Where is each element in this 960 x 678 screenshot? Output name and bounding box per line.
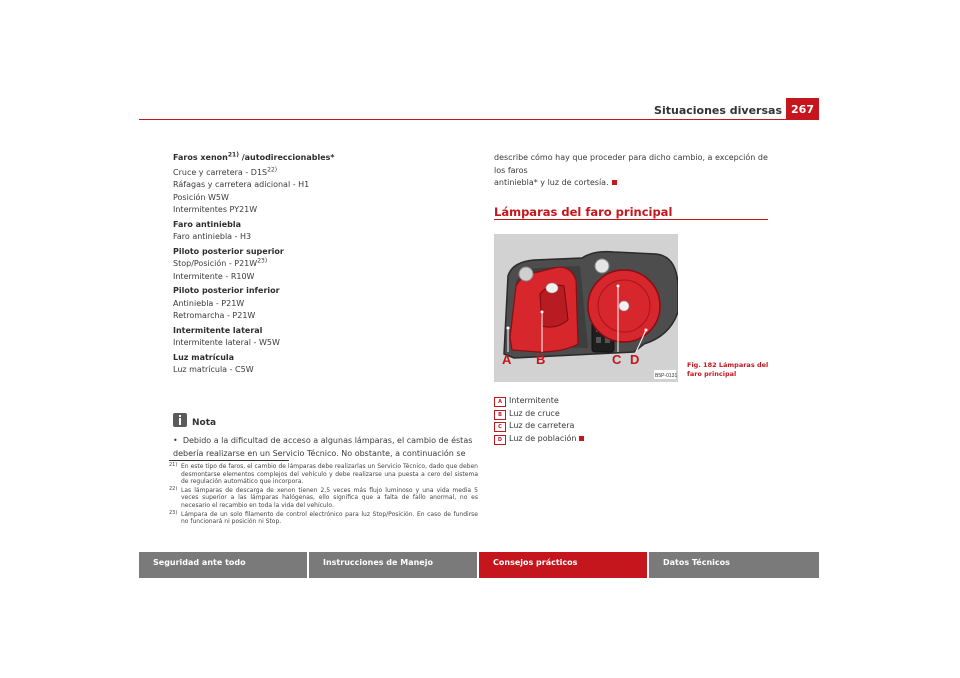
tab-seguridad[interactable]: Seguridad ante todo [139,552,307,578]
mat-item: Luz matrícula - C5W [173,365,254,374]
legend-label: Luz de carretera [509,421,575,430]
antiniebla-heading: Faro antiniebla [173,219,242,229]
note-text [173,435,478,460]
note-bullet: • [173,436,178,445]
note-line-1: Debido a la dificultad de acceso a algunas lámparas, el cambio de éstas [182,436,473,445]
legend-key: D [494,435,506,445]
footnote: 21) En este tipo de faros, el cambio de lámparas debe realizarlas un Servicio Técnico, dado que deben desmontarse elementos complejos del vehículo y debe realizarse una puesta a cero del sistema de regulación automático que incorpora. [169,462,478,486]
page-header-title: Situaciones diversas [654,104,782,117]
continuation-text [494,152,770,190]
tab-consejos[interactable]: Consejos prácticos [479,552,647,578]
bulb-list [173,152,478,377]
xenon-cruce: Cruce y carretera - $D1S^{22)}$ [173,165,278,177]
figure-label-c: C [612,352,622,367]
page-number: 267 [786,98,819,119]
end-marker-icon [612,180,617,185]
footnotes [169,463,478,527]
sup-intermitente: Intermitente - R10W [173,271,255,281]
figure-label-b: B [536,352,546,367]
xenon-rafagas: Ráfagas y carretera adicional - H1 [173,180,310,189]
end-marker-icon [579,436,584,441]
headlamp-figure [494,234,678,382]
note-line-2: debería realizarse en un Servicio Técnico. No obstante, a continuación se [173,448,466,458]
section-rule [494,219,768,220]
mat-heading: Luz matrícula [173,352,235,362]
xenon-intermitentes: Intermitentes PY21W [173,205,258,214]
figure-caption: Fig. 182 Lámparas del faro principal [687,361,769,378]
footnote: 22) Las lámparas de descarga de xenon tienen 2,5 veces más flujo luminoso y una vida media 5 veces superior a las lámparas halógenas, ello significa que a falta de fallo anormal, no es necesario el recambio en toda la vida del vehículo. [169,485,478,509]
legend-label: Luz de población [509,433,584,446]
continuation-line-1: describe cómo hay que proceder para dicho cambio, a excepción de los faros [494,153,768,175]
inf-antiniebla: Antiniebla - P21W [173,298,245,308]
legend-label: Intermitente [509,396,559,405]
headlamp-illustration [494,234,678,382]
continuation-line-2: antiniebla* y luz de cortesía. [494,178,609,187]
figure-label-d: D [630,352,640,367]
lat-item: Intermitente lateral - W5W [173,338,280,347]
header-rule [139,119,819,120]
note-title: Nota [192,418,217,428]
sup-heading: Piloto posterior superior [173,246,284,256]
footnote: 23) Lámpara de un solo filamento de control electrónico para luz Stop/Posición. En caso de fundirse no funcionará ni posición ni Stop. [169,509,478,526]
lat-heading: Intermitente lateral [173,325,263,335]
tab-instrucciones[interactable]: Instrucciones de Manejo [309,552,477,578]
sup-stop: Stop/Posición - $P21W^{23)}$ [173,257,268,268]
legend-key: B [494,410,506,420]
tab-datos[interactable]: Datos Técnicos [649,552,819,578]
inf-heading: Piloto posterior inferior [173,286,280,295]
legend-label: Luz de cruce [509,408,560,418]
legend-key: A [494,397,506,407]
legend-key: C [494,422,506,432]
antiniebla-item: Faro antiniebla - H3 [173,232,252,241]
inf-retromarcha: Retromarcha - P21W [173,311,256,320]
note-icon [173,413,187,427]
figure-code: B5P-0131 [655,373,678,379]
xenon-heading: Faros xenon$^{21)}$ /autodireccionables* [173,151,335,162]
footnote-rule [169,460,289,461]
xenon-posicion: Posición W5W [173,192,229,202]
figure-label-a: A [502,352,512,367]
section-title: Lámparas del faro principal [494,205,673,219]
